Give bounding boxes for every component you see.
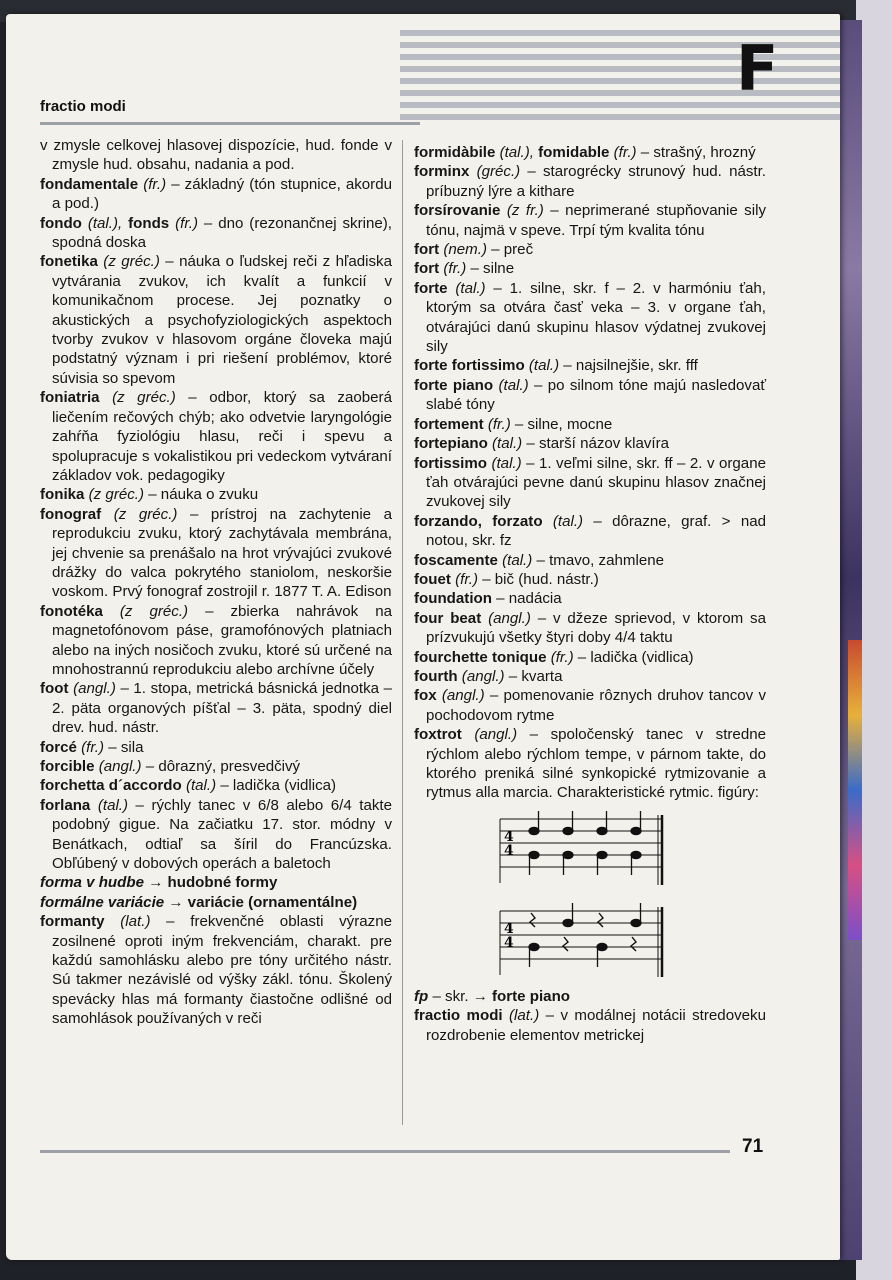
dictionary-entry [414,589,766,608]
language-tag: (tal.) [528,357,560,375]
dictionary-entry [40,388,392,485]
language-tag: (fr.) [550,648,574,666]
dictionary-entry [414,570,766,589]
dictionary-entry [40,175,392,214]
rhythm-figures [498,811,670,981]
definition: – silne, mocne [514,415,613,433]
definition: – po silnom tóne majú nasledovať slabé tóny [426,376,767,414]
definition: – rýchly tanec v 6/8 alebo 6/4 takte podobný gigue. Na začiatku 17. stor. módny v Benátkach, odtiaľ sa šíril do Francúzska. Obľúbený v dobových operách a baletoch [52,796,392,873]
language-tag: (z gréc.) [88,486,145,504]
headword: forminx [414,163,470,181]
headword: fondamentale [40,175,139,193]
definition: – 1. silne, skr. f – 2. v harmóniu ťah, ktorým sa otvára časť veka – 3. v organe ťah, otvárajúci danú skupinu hlasov výdatnej zvukovej sily [426,279,766,356]
headword: forcible [40,758,95,775]
definition: – najsilnejšie, skr. fff [563,357,698,375]
dictionary-entry [414,512,766,551]
definition: – dno (rezonančnej skrine), spodná doska [52,214,392,252]
dictionary-entry [414,609,766,648]
language-tag: (angl.) [461,667,505,685]
headword: fonetika [40,253,98,271]
language-tag: (z gréc.) [103,253,160,271]
language-tag: (lat.) [120,913,151,931]
definition: – frekvenčné oblasti výrazne zosilnené oproti iným frekvenciám, charakt. pre každú samohlásku alebo pre tóny určitého nástr. Sú takmer nezávislé od výšky zákl. tónu. Školený spevácky hlas má formanty čiastočne odlišné od samohlások používaných v reči [52,913,392,1028]
left-column [40,136,392,1029]
note-head [597,827,607,834]
dictionary-entry [40,912,392,1028]
dictionary-entry [414,454,766,512]
definition: – zbierka nahrávok na magnetofónovom páse, gramofónových platniach alebo na iných nosičoch zvuku, ktoré sú určené na mnohostrannú reprodukciu alebo archívne účely [52,602,392,678]
headword: fonotéka [40,602,103,620]
language-tag: (gréc.) [476,163,521,181]
note-head [563,827,573,834]
time-signature-bottom: 4 [504,934,514,951]
dictionary-entry [40,505,392,602]
language-tag: (z gréc.) [119,602,189,620]
note-head [631,851,641,858]
definition: – spoločenský tanec v stredne rýchlom alebo rýchlom tempe, v párnom takte, do ktorého preniká silné synkopické rytmizovanie a rytmus alla marcia. Charakteristické rytmic. figúry: [426,726,767,802]
note-head [597,851,607,858]
language-tag: (angl.) [474,726,518,744]
definition: – prístroj na zachytenie a reprodukciu zvuku, ktorý zachytávala membrána, jej chvenie sa prenášalo na hrot vrývajúci zvukové drážky do valca pokrytého staniolom, neskoršie voskom. Prvý fonograf zostrojil r. 1877 T. A. Edison [52,505,393,601]
time-signature-top: 4 [504,920,514,937]
dictionary-entry [414,376,766,415]
dictionary-entry [40,757,392,776]
headword-variant: fomidable [538,144,610,161]
language-tag: (fr.) [175,214,199,232]
language-tag: (tal.) [498,376,529,394]
book-cover-pattern [848,640,862,940]
headword: forzando, forzato [414,512,543,530]
dictionary-entry [40,602,392,680]
language-tag: (angl.) [98,758,142,775]
cross-reference-arrow: → [168,893,184,911]
definition: – tmavo, zahmlene [536,551,665,569]
headword: fort [414,241,440,259]
quarter-rest [631,937,636,951]
dictionary-entry [414,356,766,375]
music-notation [498,811,670,981]
dictionary-entry [40,136,392,175]
time-signature-top: 4 [504,828,514,845]
page-number: 71 [742,1136,764,1157]
language-tag: (fr.) [81,738,105,756]
definition: v zmysle celkovej hlasovej dispozície, hud. fonde v zmysle hud. obsahu, nadania a pod. [40,137,392,174]
headword: forsírovanie [414,202,501,220]
definition: – nadácia [496,590,562,608]
dictionary-entry [40,214,392,253]
language-tag: (z fr.) [506,202,544,220]
dictionary-entry [40,796,392,874]
note-head [563,851,573,858]
footer-rule [40,1150,730,1153]
dictionary-entry [414,201,766,240]
headword: four beat [414,609,482,627]
language-tag: (angl.) [488,609,531,627]
language-tag: (fr.) [613,144,637,161]
cross-reference: forte piano [492,987,571,1005]
quarter-rest [530,913,535,927]
headword: fort [414,260,440,278]
headword: fonika [40,486,85,504]
dictionary-entry [40,485,392,504]
language-tag: (tal.) [492,435,523,453]
headword: forlana [40,796,91,814]
definition: – preč [491,241,534,259]
definition: – starší názov klavíra [526,435,670,453]
definition: – ladička (vidlica) [577,648,694,666]
dictionary-entry [414,725,766,803]
dictionary-entry [414,686,766,725]
headword: forcé [40,738,77,756]
language-tag: (fr.) [487,415,511,433]
definition: – odbor, ktorý sa zaoberá liečením rečových chýb; ako odvetvie laryngológie zahŕňa fyziológiu hlasu, reči i spevu a spolupracuje s vokalistikou pri vedeckom vytváraní základov vok. pedagogiky [52,389,392,484]
headword: fox [414,687,437,705]
definition: – v modálnej notácii stredoveku rozdrobenie elementov metrickej [426,1007,766,1044]
definition: – neprimerané stupňovanie sily tónu, najmä v speve. Trpí tým kvalita tónu [426,202,766,239]
headword: fourth [414,667,458,685]
time-signature-bottom: 4 [504,842,514,859]
headword: fortepiano [414,435,488,453]
dictionary-entry [40,893,392,912]
definition: – dôrazný, presvedčivý [145,758,301,775]
headword: forte [414,279,448,297]
headword: formidàbile [414,144,496,161]
definition: – 1. stopa, metrická básnická jednotka – 2. päta organových píšťal – 3. päta, spodný diel drev. hud. nástr. [52,680,393,737]
dictionary-entry [414,240,766,259]
language-tag: (tal.), [499,144,534,161]
right-column [414,143,766,1045]
quarter-rest [563,937,568,951]
headword: foscamente [414,551,498,569]
definition: – kvarta [508,667,563,685]
language-tag: (angl.) [441,687,485,705]
headword: foundation [414,590,492,608]
headword: formanty [40,913,105,931]
headword: fourchette tonique [414,648,547,666]
cross-reference-arrow: → [148,874,164,892]
cross-reference: hudobné formy [167,874,278,892]
definition: – skr. [432,987,469,1005]
dictionary-entry [414,143,766,162]
language-tag: (tal.) [552,512,584,530]
headword: formálne variácie [40,893,165,911]
definition: – sila [108,738,144,756]
headword: forte piano [414,376,494,394]
note-head [631,919,641,926]
running-head: fractio modi [40,98,126,115]
dictionary-entry [40,738,392,757]
definition: – dôrazne, graf. > nad notou, skr. fz [426,512,766,550]
dictionary-entry [40,776,392,795]
headword: fractio modi [414,1007,503,1025]
note-head [631,827,641,834]
dictionary-entry [414,162,766,201]
definition: – základný (tón stupnice, akordu a pod.) [52,175,392,213]
language-tag: (fr.) [443,260,467,278]
definition: – ladička (vidlica) [220,777,337,795]
headword-variant: fonds [128,214,170,232]
headword: foot [40,680,69,698]
language-tag: (tal.) [502,551,533,569]
section-letter: F [736,32,779,105]
headword: fortissimo [414,454,487,472]
dictionary-entry [40,873,392,892]
language-tag: (tal.) [185,777,217,795]
headword: forte fortissimo [414,357,525,375]
headword: foniatria [40,389,100,407]
note-head [563,919,573,926]
language-tag: (fr.) [455,570,478,588]
language-tag: (z gréc.) [112,389,176,407]
dictionary-entry [414,434,766,453]
quarter-rest [598,913,603,927]
dictionary-entry [414,259,766,278]
headword: fp [414,987,429,1005]
headword: forchetta d´accordo [40,777,182,795]
note-head [529,827,539,834]
language-tag: (fr.) [143,175,167,193]
language-tag: (lat.) [509,1007,540,1025]
note-head [529,943,539,950]
definition: – silne [470,260,515,278]
definition: – starogrécky strunový hud. nástr. príbuzný lýre a kithare [426,163,766,200]
note-head [597,943,607,950]
headword: fouet [414,570,451,588]
definition: – v džeze sprievod, v ktorom sa prízvukujú všetky štyri doby 4/4 taktu [426,609,766,647]
column-divider [402,140,403,1125]
dictionary-entry [414,551,766,570]
headword: forma v hudbe [40,874,144,892]
definition: – bič (hud. nástr.) [482,570,599,588]
definition: – pomenovanie rôznych druhov tancov v pochodovom rytme [426,687,766,724]
dictionary-entry [414,1006,766,1045]
language-tag: (tal.) [455,279,486,297]
dictionary-entry [414,279,766,357]
dictionary-entry [414,667,766,686]
headword: fonograf [40,505,102,523]
definition: – náuka o ľudskej reči z hľadiska vytvárania zvukov, ich kvalít a funkcií v komunikačnom procese. Jej poznatky o akustických a psychofyziologických aspektoch tvorby zvukov v hlasovom orgáne človeka majú podstatný význam i pri riešení problémov, ktoré súvisia so spevom [52,253,392,387]
cross-reference: variácie (ornamentálne) [187,893,358,911]
definition: – strašný, hrozný [640,144,756,161]
note-head [529,851,539,858]
headword: fondo [40,214,82,232]
language-tag: (angl.) [73,680,116,698]
dictionary-entry [40,252,392,388]
definition: – náuka o zvuku [148,486,259,504]
dictionary-entry [414,648,766,667]
language-tag: (tal.) [491,454,522,472]
header-rule [40,122,420,125]
language-tag: (z gréc.) [113,505,178,523]
cross-reference-arrow: → [472,987,488,1005]
headword: foxtrot [414,726,462,744]
dictionary-entry [40,679,392,737]
dictionary-entry [414,987,766,1006]
language-tag: (tal.), [87,214,123,232]
definition: – 1. veľmi silne, skr. ff – 2. v organe ťah otvárajúci pevne danú skupinu hlasov značnej zvukovej sily [426,454,766,511]
language-tag: (nem.) [443,241,487,259]
dictionary-entry [414,415,766,434]
language-tag: (tal.) [97,796,129,814]
headword: fortement [414,415,484,433]
